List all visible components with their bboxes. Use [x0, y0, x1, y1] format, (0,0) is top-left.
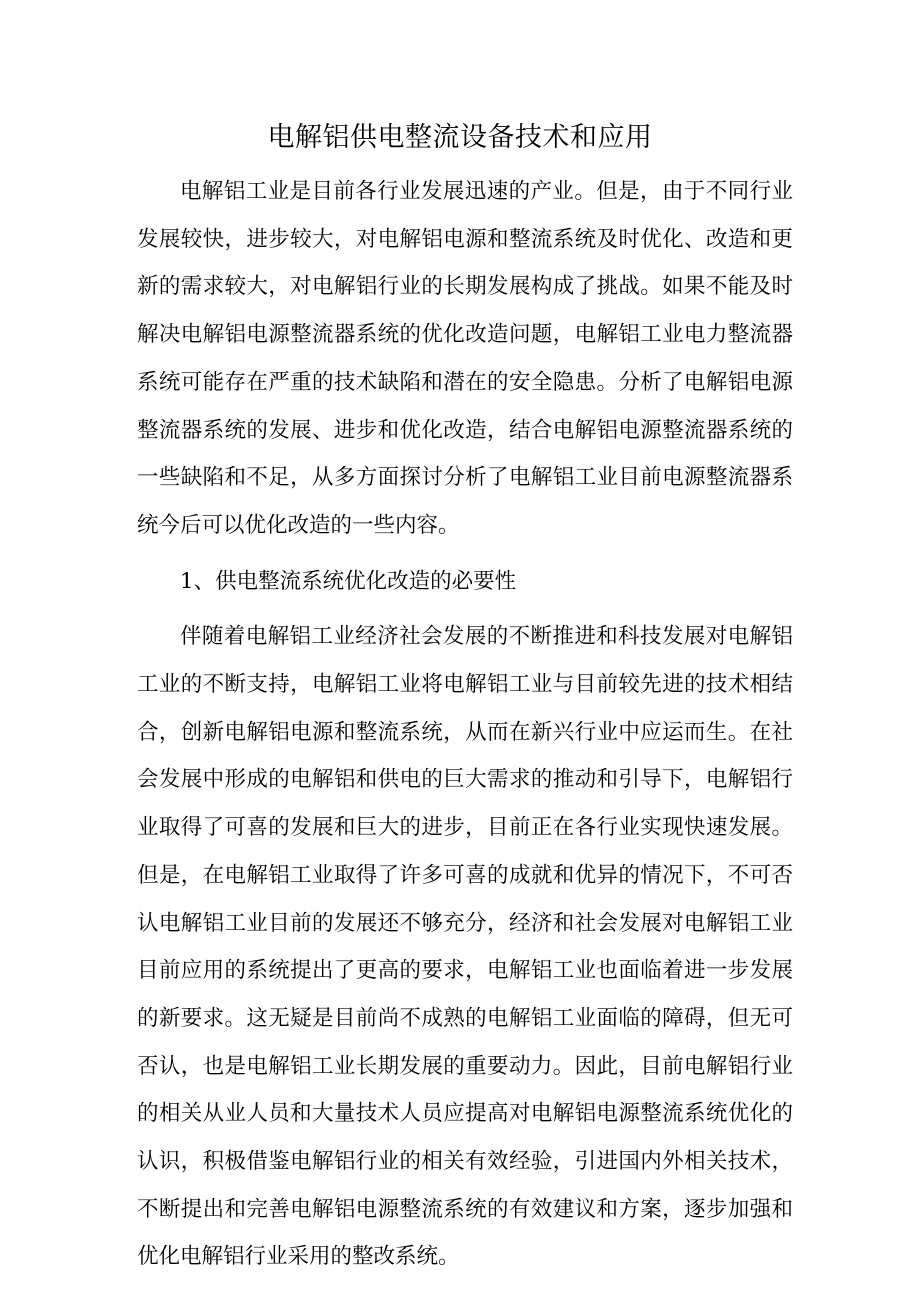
document-title: 电解铝供电整流设备技术和应用 — [267, 122, 653, 153]
section-heading: 1、供电整流系统优化改造的必要性 — [180, 568, 517, 594]
document-body — [137, 168, 793, 1281]
paragraph-necessity: 伴随着电解铝工业经济社会发展的不断推进和科技发展对电解铝工业的不断支持，电解铝工业将电解铝工业与目前较先进的技术相结合，创新电解铝电源和整流系统，从而在新兴行业中应运而生。在社会发展中形成的电解铝和供电的巨大需求的推动和引导下，电解铝行业取得了可喜的发展和巨大的进步，目前正在各行业实现快速发展。但是，在电解铝工业取得了许多可喜的成就和优异的情况下，不可否认电解铝工业目前的发展还不够充分，经济和社会发展对电解铝工业目前应用的系统提出了更高的要求，电解铝工业也面临着进一步发展的新要求。这无疑是目前尚不成熟的电解铝工业面临的障碍，但无可否认，也是电解铝工业长期发展的重要动力。因此，目前电解铝行业的相关从业人员和大量技术人员应提高对电解铝电源整流系统优化的认识，积极借鉴电解铝行业的相关有效经验，引进国内外相关技术，不断提出和完善电解铝电源整流系统的有效建议和方案，逐步加强和优化电解铝行业采用的整改系统。 — [137, 624, 793, 1270]
paragraph-intro: 电解铝工业是目前各行业发展迅速的产业。但是，由于不同行业发展较快，进步较大，对电解铝电源和整流系统及时优化、改造和更新的需求较大，对电解铝行业的长期发展构成了挑战。如果不能及时解决电解铝电源整流器系统的优化改造问题，电解铝工业电力整流器系统可能存在严重的技术缺陷和潜在的安全隐患。分析了电解铝电源整流器系统的发展、进步和优化改造，结合电解铝电源整流器系统的一些缺陷和不足，从多方面探讨分析了电解铝工业目前电源整流器系统今后可以优化改造的一些内容。 — [137, 179, 793, 538]
